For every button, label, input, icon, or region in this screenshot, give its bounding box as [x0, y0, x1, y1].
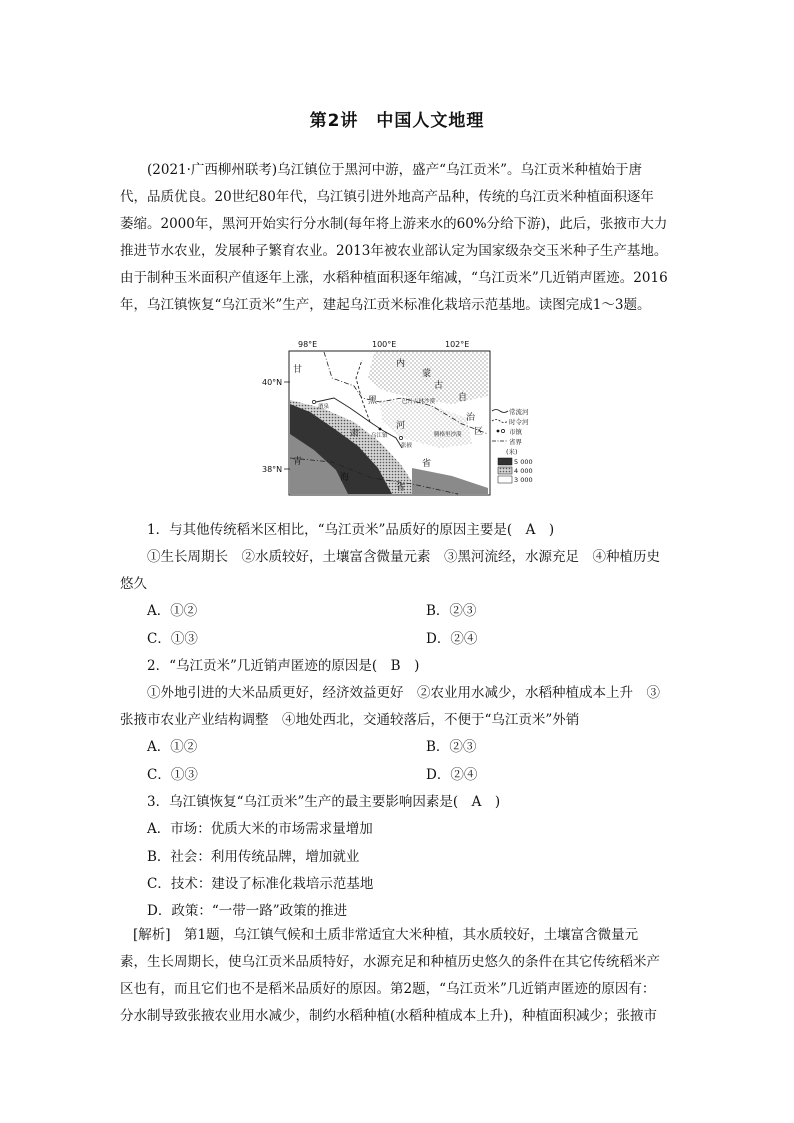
question-2-stem: 2．“乌江贡米”几近销声匿迹的原因是( B ) [147, 658, 420, 674]
lat-label: 40°N [262, 378, 283, 387]
question-3-option-a[interactable]: A．市场：优质大米的市场需求量增加 [147, 821, 373, 837]
question-1-option-d[interactable]: D．②④ [426, 631, 478, 647]
map-legend [492, 407, 533, 484]
question-1-statements: ①生长周期长 ②水质较好，土壤富含微量元素 ③黑河流经，水源充足 ④种植历史 [147, 549, 660, 565]
region-char: 黑 [368, 396, 378, 406]
region-char: 海 [340, 473, 350, 483]
region-map [262, 338, 533, 498]
question-2-option-a[interactable]: A．①② [147, 739, 198, 755]
place-label: 张掖 [401, 443, 413, 449]
question-1-stem: 1．与其他传统稻米区相比，“乌江贡米”品质好的原因主要是( A ) [147, 522, 555, 538]
legend-label: 省界 [509, 438, 522, 446]
region-char: 肃 [350, 429, 360, 439]
question-2-statements: 张掖市农业产业结构调整 ④地处西北，交通较落后，不便于“乌江贡米”外销 [120, 712, 580, 728]
intro-paragraph [120, 157, 680, 319]
region-char: 治 [466, 413, 476, 423]
question-3-option-b[interactable]: B．社会：利用传统品牌，增加就业 [147, 849, 360, 865]
question-3-stem: 3．乌江镇恢复“乌江贡米”生产的最主要影响因素是( A ) [147, 794, 501, 810]
lecture-number: 第2讲 [309, 111, 359, 131]
question-2-option-d[interactable]: D．②④ [426, 767, 478, 783]
analysis-line: 素，生长周期长，使乌江贡米品质特好，水源充足和种植历史悠久的条件在其它传统稻米产 [120, 954, 660, 970]
lon-label: 102°E [445, 340, 470, 349]
place-label: 腾格里沙漠 [434, 432, 462, 438]
legend-label: 常流河 [509, 408, 529, 416]
analysis-line: 区也有，而且它们也不是稻米品质好的原因。第2题，“乌江贡米”几近销声匿迹的原因有： [120, 981, 656, 997]
question-1-statements: 悠久 [120, 576, 147, 592]
question-2-statements: ①外地引进的大米品质更好，经济效益更好 ②农业用水减少，水稻种植成本上升 ③ [147, 685, 660, 701]
legend-elevation: 4 000 [514, 467, 533, 475]
analysis-paragraph [120, 922, 680, 1030]
intro-line: (2021·广西柳州联考)乌江镇位于黑河中游，盛产“乌江贡米”。乌江贡米种植始于唐 [147, 162, 642, 178]
page-title [0, 106, 794, 131]
legend-label: 市镇 [509, 428, 522, 436]
question-1-option-b[interactable]: B．②③ [426, 603, 477, 619]
region-char: 蒙 [422, 369, 432, 379]
question-2-option-c[interactable]: C．①③ [147, 767, 198, 783]
analysis-line: 分水制导致张掖农业用水减少，制约水稻种植(水稻种植成本上升)，种植面积减少；张掖市 [120, 1008, 658, 1024]
question-2-option-b[interactable]: B．②③ [426, 739, 477, 755]
question-1-option-c[interactable]: C．①③ [147, 631, 198, 647]
region-char: 省 [396, 483, 406, 493]
intro-line: 代，品质优良。20世纪80年代，乌江镇引进外地高产品种，传统的乌江贡米种植面积逐年 [120, 189, 654, 205]
place-label: 巴丹吉林沙漠 [402, 399, 436, 405]
question-3-option-c[interactable]: C．技术：建设了标准化栽培示范基地 [147, 876, 374, 892]
region-char: 古 [434, 381, 444, 391]
place-label: 乌江镇 [371, 433, 388, 439]
intro-line: 年，乌江镇恢复“乌江贡米”生产，建起乌江贡米标准化栽培示范基地。读图完成1～3题。 [120, 297, 651, 313]
lon-label: 98°E [298, 340, 318, 349]
lecture-name: 中国人文地理 [376, 111, 485, 131]
region-char: 河 [396, 421, 406, 431]
intro-line: 萎缩。2000年，黑河开始实行分水制(每年将上游来水的60%分给下游)，此后，张掖市大力 [120, 216, 668, 232]
legend-label: 时令河 [509, 418, 529, 426]
legend-elevation: 3 000 [514, 476, 533, 484]
map-frame [284, 351, 490, 495]
region-char: 内 [396, 359, 406, 369]
legend-unit: (米) [506, 448, 518, 456]
region-char: 青 [293, 457, 303, 467]
analysis-line: [解析] 第1题，乌江镇气候和土质非常适宜大米种植，其水质较好，土壤富含微量元 [133, 927, 639, 943]
region-char: 自 [458, 393, 468, 403]
intro-line: 由于制种玉米面积产值逐年上涨，水稻种植面积逐年缩减，“乌江贡米”几近销声匿迹。2016 [120, 270, 668, 286]
intro-line: 推进节水农业，发展种子繁育农业。2013年被农业部认定为国家级杂交玉米种子生产基地。 [120, 243, 668, 259]
region-char: 甘 [293, 365, 303, 375]
region-char: 省 [422, 459, 432, 469]
legend-elevation: 5 000 [514, 458, 533, 466]
region-char: 区 [474, 427, 484, 437]
map-longitude-labels [298, 340, 469, 349]
lon-label: 100°E [372, 340, 397, 349]
question-3-option-d[interactable]: D．政策：“一带一路”政策的推进 [147, 903, 348, 919]
lat-label: 38°N [262, 465, 283, 474]
map-latitude-labels [262, 378, 282, 474]
place-label: 酒泉 [318, 404, 330, 410]
question-1-option-a[interactable]: A．①② [147, 603, 198, 619]
